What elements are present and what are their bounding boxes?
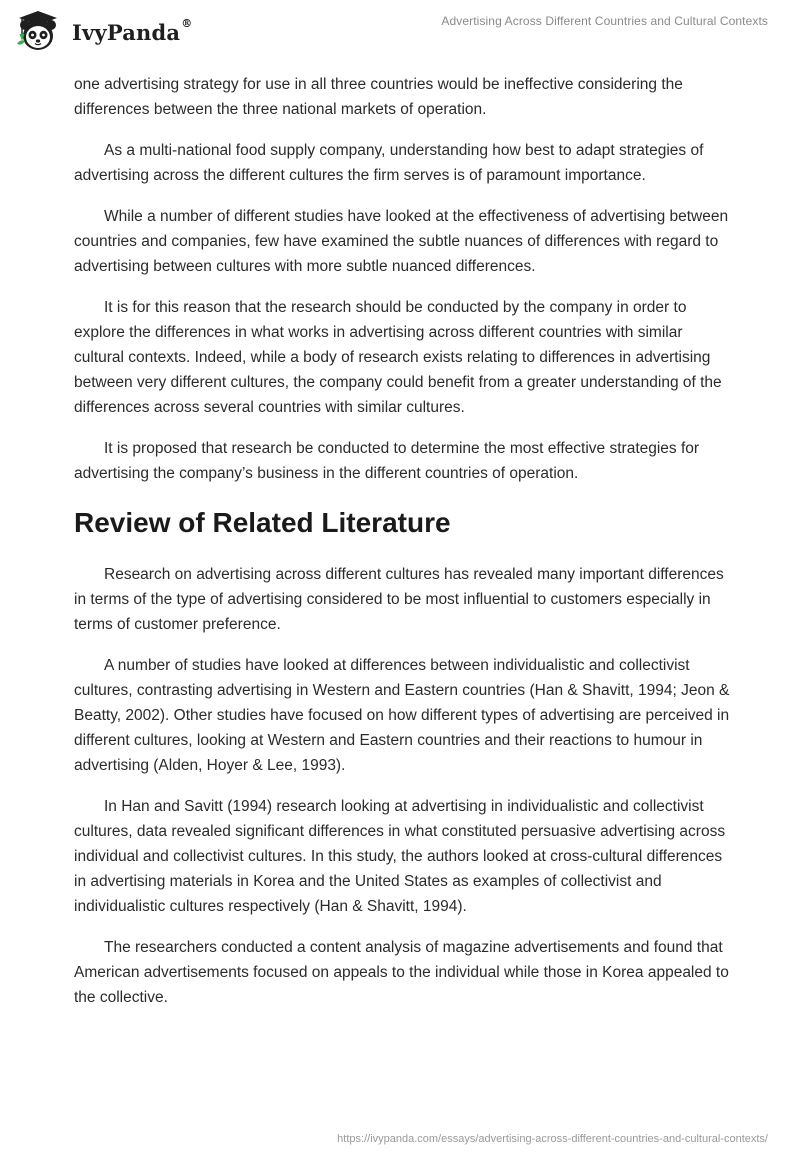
paragraph: As a multi-national food supply company, understanding how best to adapt strategies of advertising across the different cultures the firm serves is of paramount importance. bbox=[74, 142, 704, 184]
panda-graduate-icon bbox=[14, 8, 64, 54]
paragraph: A number of studies have looked at differences between individualistic and collectivist cultures, contrasting advertising in Western and Eastern countries (Han & Shavitt, 1994; Jeon & Beatty, 2002). Other studies have focused on how different types of advertising are perceived in different cultures, looking at Western and Eastern countries and their reactions to humour in advertising (Alden, Hoyer & Lee, 1993). bbox=[74, 657, 730, 774]
page-header bbox=[0, 0, 800, 62]
brand-name: IvyPanda® bbox=[72, 16, 193, 45]
paragraph: Research on advertising across different cultures has revealed many important differences in terms of the type of advertising considered to be most influential to customers especially in terms of customer preference. bbox=[74, 566, 724, 633]
paragraph: The researchers conducted a content analysis of magazine advertisements and found that American advertisements focused on appeals to the individual while those in Korea appealed to the collective. bbox=[74, 939, 729, 1006]
ivypanda-logo[interactable] bbox=[14, 8, 192, 54]
registered-mark: ® bbox=[181, 16, 193, 30]
paragraph: In Han and Savitt (1994) research looking at advertising in individualistic and collectivist cultures, data revealed significant differences in what constituted persuasive advertising across individual and collectivist cultures. In this study, the authors looked at cross-cultural differences in advertising materials in Korea and the United States as examples of collectivist and individualistic cultures respectively (Han & Shavitt, 1994). bbox=[74, 798, 726, 915]
section-heading: Review of Related Literature bbox=[74, 507, 451, 538]
source-url[interactable]: https://ivypanda.com/essays/advertising-across-different-countries-and-cultural-contexts/ bbox=[337, 1133, 768, 1145]
paragraph-continuation: one advertising strategy for use in all three countries would be ineffective considering the differences between the three national markets of operation. bbox=[74, 76, 683, 118]
paragraph: It is proposed that research be conducted to determine the most effective strategies for advertising the company’s business in the different countries of operation. bbox=[74, 440, 700, 482]
paragraph: It is for this reason that the research should be conducted by the company in order to explore the differences in what works in advertising across different countries with similar cultural contexts. Indeed, while a body of research exists relating to differences in advertising between very different cultures, the company could benefit from a greater understanding of the differences across several countries with similar cultures. bbox=[74, 299, 722, 416]
document-title: Advertising Across Different Countries and Cultural Contexts bbox=[441, 14, 768, 28]
essay-body bbox=[74, 72, 730, 1026]
paragraph: While a number of different studies have looked at the effectiveness of advertising between countries and companies, few have examined the subtle nuances of differences with regard to advertising between cultures with more subtle nuanced differences. bbox=[74, 208, 729, 275]
